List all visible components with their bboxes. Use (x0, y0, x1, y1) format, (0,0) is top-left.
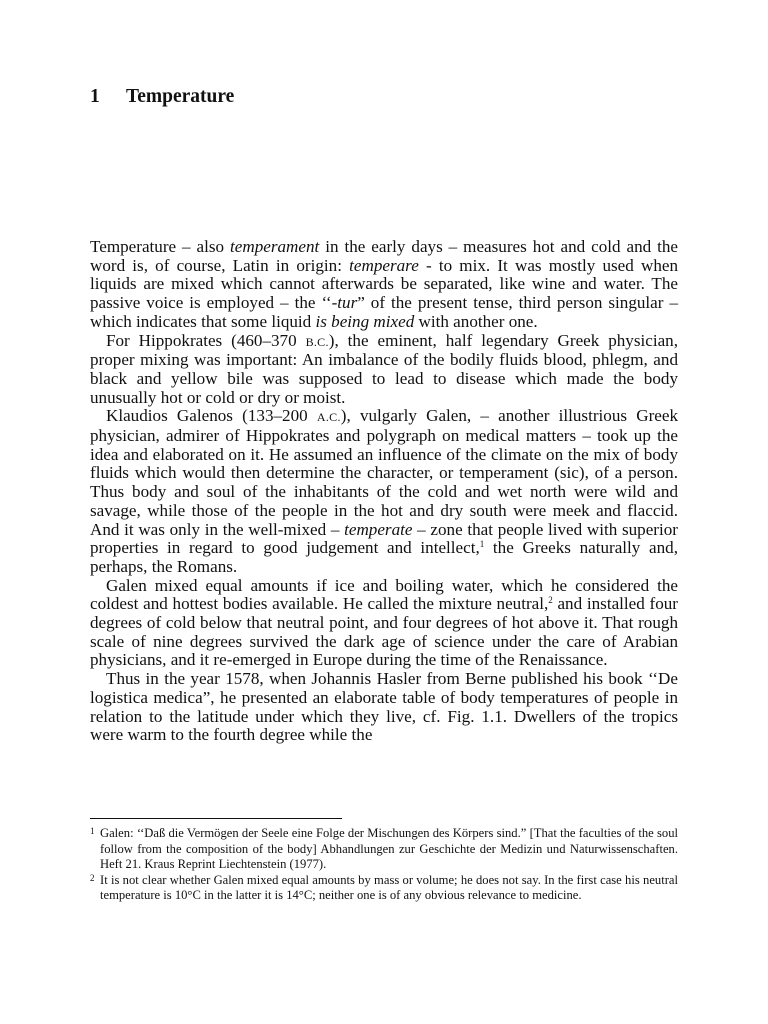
footnote (90, 873, 678, 904)
text-run: ), vulgarly Galen, – another illustrious Greek physician, admirer of Hippokrates and polygraph on medical matters – took up the idea and elaborated on it. He assumed an influence of the climate on the mix of body fluids which would then determine the character, or temperament (sic), of a person. Thus body and soul of the inhabitants of the cold and wet north were wild and savage, while those of the people in the hot and dry south were meek and flaccid. And it was only in the well-mixed – (90, 406, 678, 539)
text-run: in the early days – measures hot and cold and the word is, of course, Latin in origin: (90, 237, 678, 275)
italic-text: is being mixed (315, 311, 415, 331)
italic-text: temperament (230, 237, 320, 256)
chapter-body (90, 238, 678, 745)
footnote-number: 1 (90, 826, 95, 836)
chapter-number: 1 (90, 86, 100, 107)
text-run: Galen mixed equal amounts if ice and boiling water, which he considered the coldest and hottest bodies available. He called the mixture neutral, (90, 575, 678, 614)
text-run: the Greeks naturally and, perhaps, the Romans. (90, 538, 678, 576)
text-run: ), the eminent, half legendary Greek physician, proper mixing was important: An imbalance of the bodily fluids blood, phlegm, and black and yellow bile was supposed to lead to disease which made the body unusually hot or cold or dry or moist. (90, 330, 678, 407)
footnote-number: 2 (90, 872, 95, 883)
text-run: – zone that people lived with superior properties in regard to good judgement and intellect, (90, 519, 678, 558)
text-run: Temperature – also (90, 237, 231, 256)
italic-text: temperare (349, 255, 419, 275)
paragraph (90, 332, 678, 408)
chapter-heading (90, 86, 234, 108)
text-run: ” of the present tense, third person singular – which indicates that some liquid (90, 293, 678, 331)
paragraph (90, 670, 678, 745)
chapter-title: Temperature (126, 86, 235, 107)
text-run: and installed four degrees of cold below that neutral point, and four degrees of hot above it. That rough scale of nine degrees survived the dark age of science under the care of Arabian physicians, and it re-emerged in Europe during the time of the Renaissance. (90, 594, 678, 670)
text-run: Thus in the year 1578, when Johannis Hasler from Berne published his book ‘‘De logistica medica”, he presented an elaborate table of body temperatures of people in relation to the latitude under which they live, cf. Fig. 1.1. Dwellers of the tropics were warm to the fourth degree while the (90, 669, 678, 745)
italic-text: temperate (344, 519, 413, 539)
footnote-divider (90, 818, 342, 819)
text-run: For Hippokrates (460–370 (106, 330, 306, 350)
footnotes (90, 826, 678, 904)
footnote-text: It is not clear whether Galen mixed equal amounts by mass or volume; he does not say. In the first case his neutral temperature is 10°C in the latter it is 14°C; neither one is of any obvious relevance to medicine. (100, 872, 678, 902)
text-run: - to mix. It was mostly used when liquids are mixed which cannot afterwards be separated, like wine and water. The passive voice is employed – the ‘‘ (90, 255, 679, 313)
footnote-text: Galen: ‘‘Daß die Vermögen der Seele eine Folge der Mischungen des Körpers sind.” [That the faculties of the soul follow from the composition of the body] Abhandlungen zur Geschichte der Medizin und Naturwissenschaften. Heft 21. Kraus Reprint Liechtenstein (1977). (100, 826, 678, 871)
footnote-reference: 1 (479, 539, 485, 550)
text-run: with another one. (414, 311, 538, 331)
text-run: Klaudios Galenos (133–200 (106, 406, 317, 426)
era-abbreviation: B.C. (305, 334, 329, 349)
footnote-reference: 2 (548, 595, 553, 606)
paragraph (90, 407, 678, 576)
footnote (90, 826, 678, 873)
italic-text: -tur (331, 293, 358, 313)
era-abbreviation: A.C. (316, 410, 341, 425)
paragraph (90, 577, 678, 671)
book-page (90, 0, 678, 1024)
paragraph (90, 238, 678, 332)
